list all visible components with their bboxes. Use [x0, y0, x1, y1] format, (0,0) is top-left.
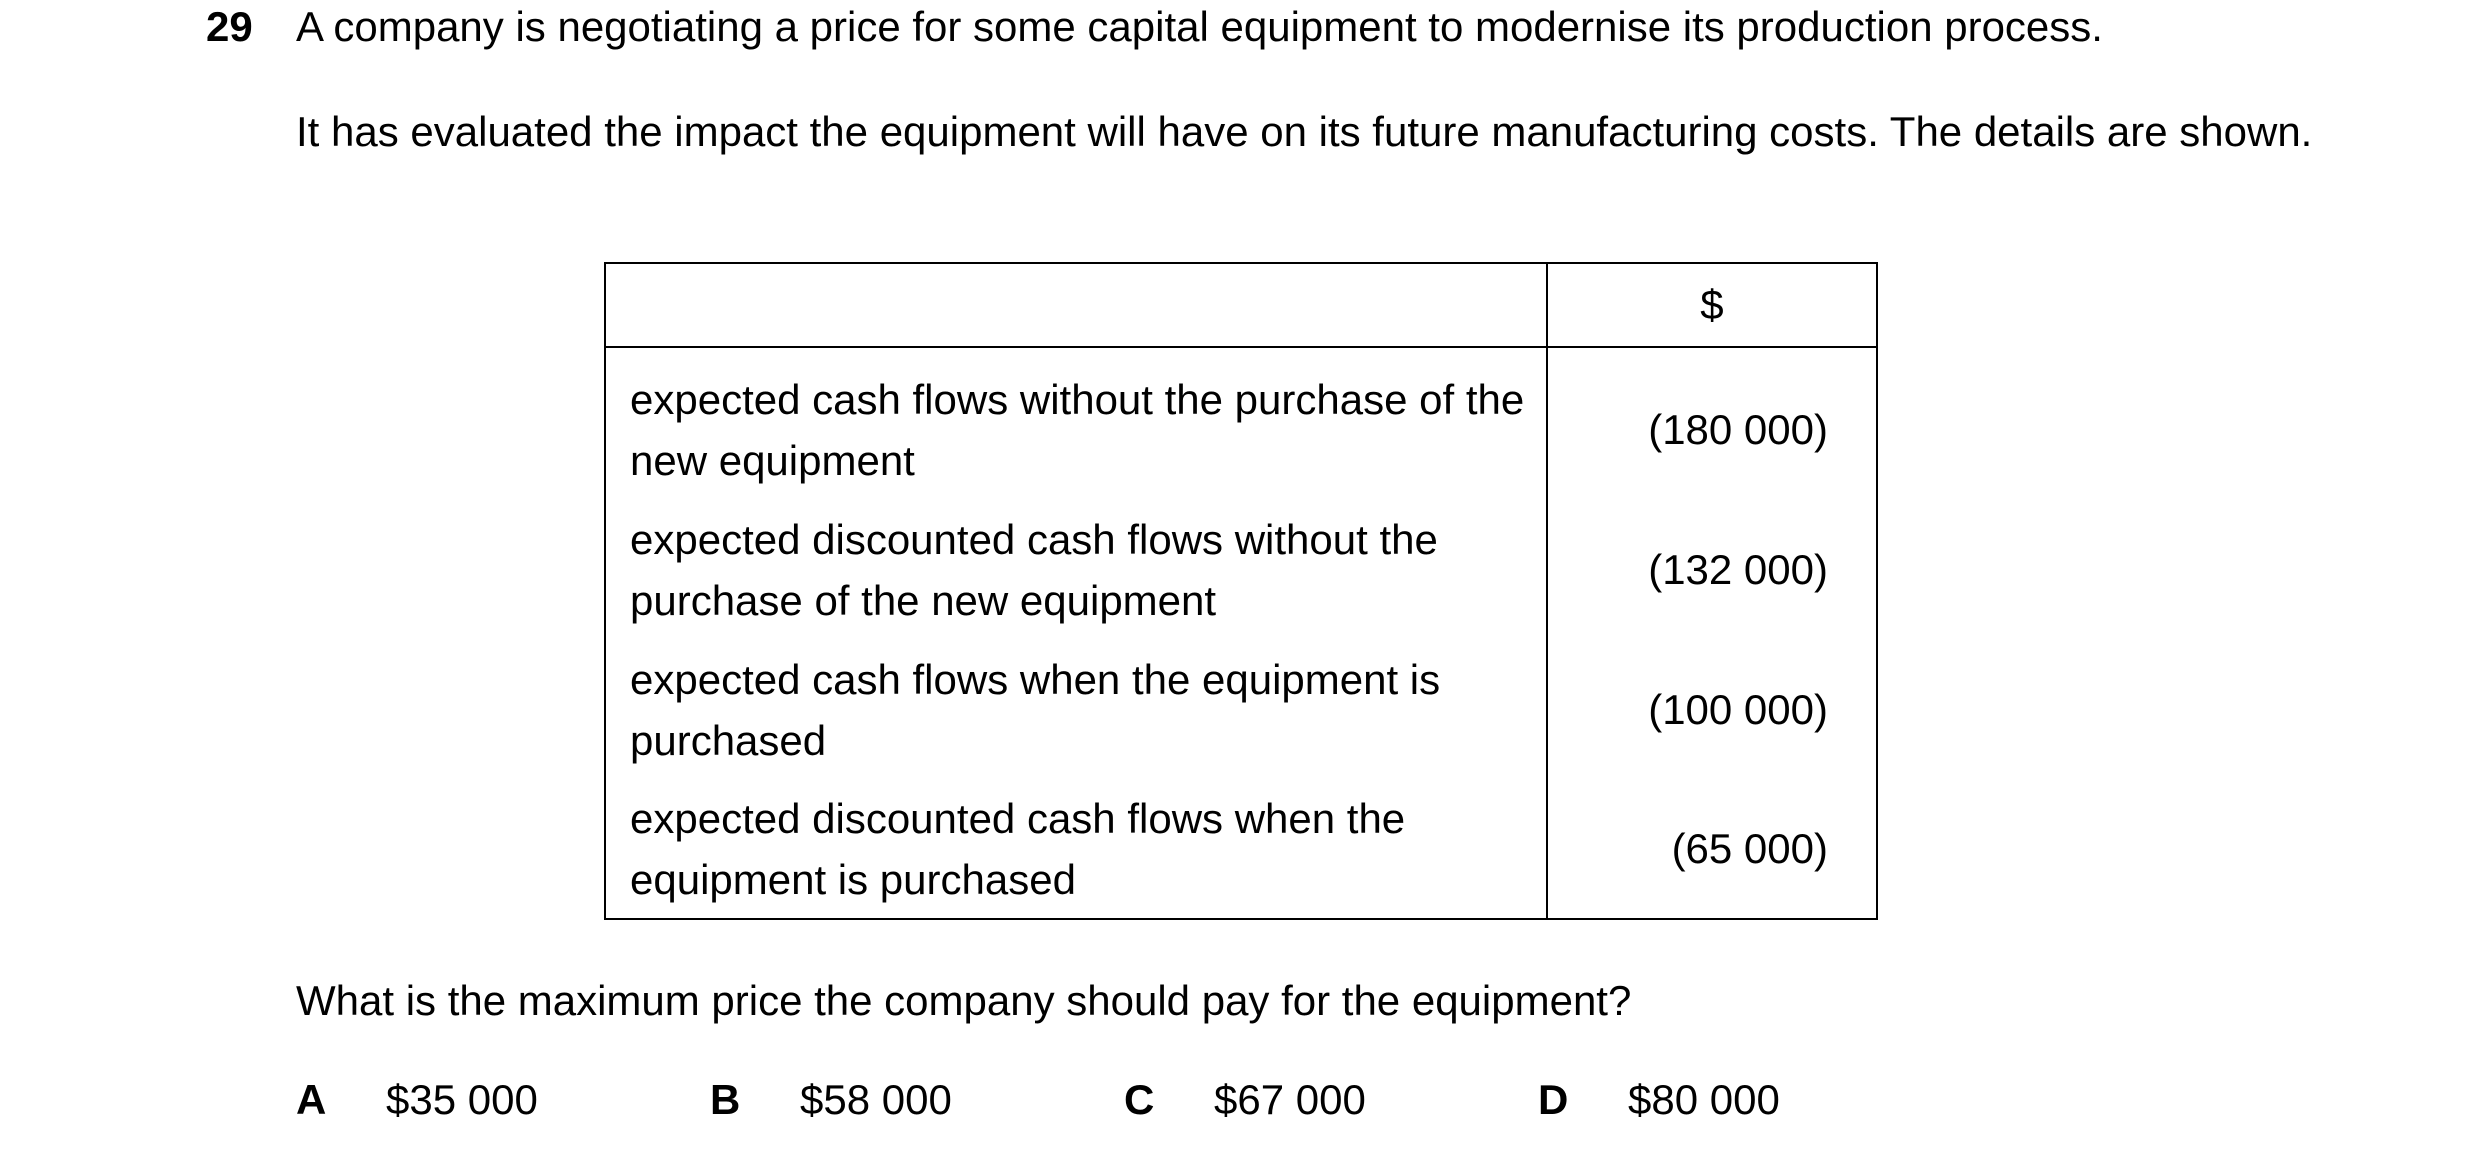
row-label-cash-flows-with: expected cash flows when the equipment is purchased — [605, 640, 1547, 780]
option-letter: C — [1124, 1076, 1155, 1123]
option-value: $67 000 — [1214, 1076, 1366, 1123]
table-row — [605, 500, 1877, 640]
option-value: $58 000 — [800, 1076, 952, 1123]
table-header-blank — [605, 263, 1547, 347]
answer-options — [0, 1072, 2480, 1132]
row-value-cash-flows-without: (180 000) — [1547, 347, 1877, 500]
question-prompt: What is the maximum price the company should pay for the equipment? — [296, 977, 1632, 1024]
row-label-discounted-with: expected discounted cash flows when the equipment is purchased — [605, 780, 1547, 919]
table-row — [605, 640, 1877, 780]
row-label-discounted-without: expected discounted cash flows without the purchase of the new equipment — [605, 500, 1547, 640]
question-number: 29 — [206, 3, 253, 50]
question-detail: It has evaluated the impact the equipment will have on its future manufacturing costs. The details are shown. — [296, 108, 2313, 155]
table-header-row — [605, 263, 1877, 347]
table-row — [605, 780, 1877, 919]
option-letter: D — [1538, 1076, 1569, 1123]
table-row — [605, 347, 1877, 500]
row-value-discounted-without: (132 000) — [1547, 500, 1877, 640]
row-label-cash-flows-without: expected cash flows without the purchase of the new equipment — [605, 347, 1547, 500]
option-value: $35 000 — [386, 1076, 538, 1123]
row-value-discounted-with: (65 000) — [1547, 780, 1877, 919]
row-value-cash-flows-with: (100 000) — [1547, 640, 1877, 780]
table-header-currency: $ — [1547, 263, 1877, 347]
option-letter: B — [710, 1076, 741, 1123]
option-letter: A — [296, 1076, 327, 1123]
question-intro: A company is negotiating a price for some capital equipment to modernise its production process. — [296, 3, 2103, 50]
option-value: $80 000 — [1628, 1076, 1780, 1123]
cash-flow-table — [604, 262, 1878, 920]
